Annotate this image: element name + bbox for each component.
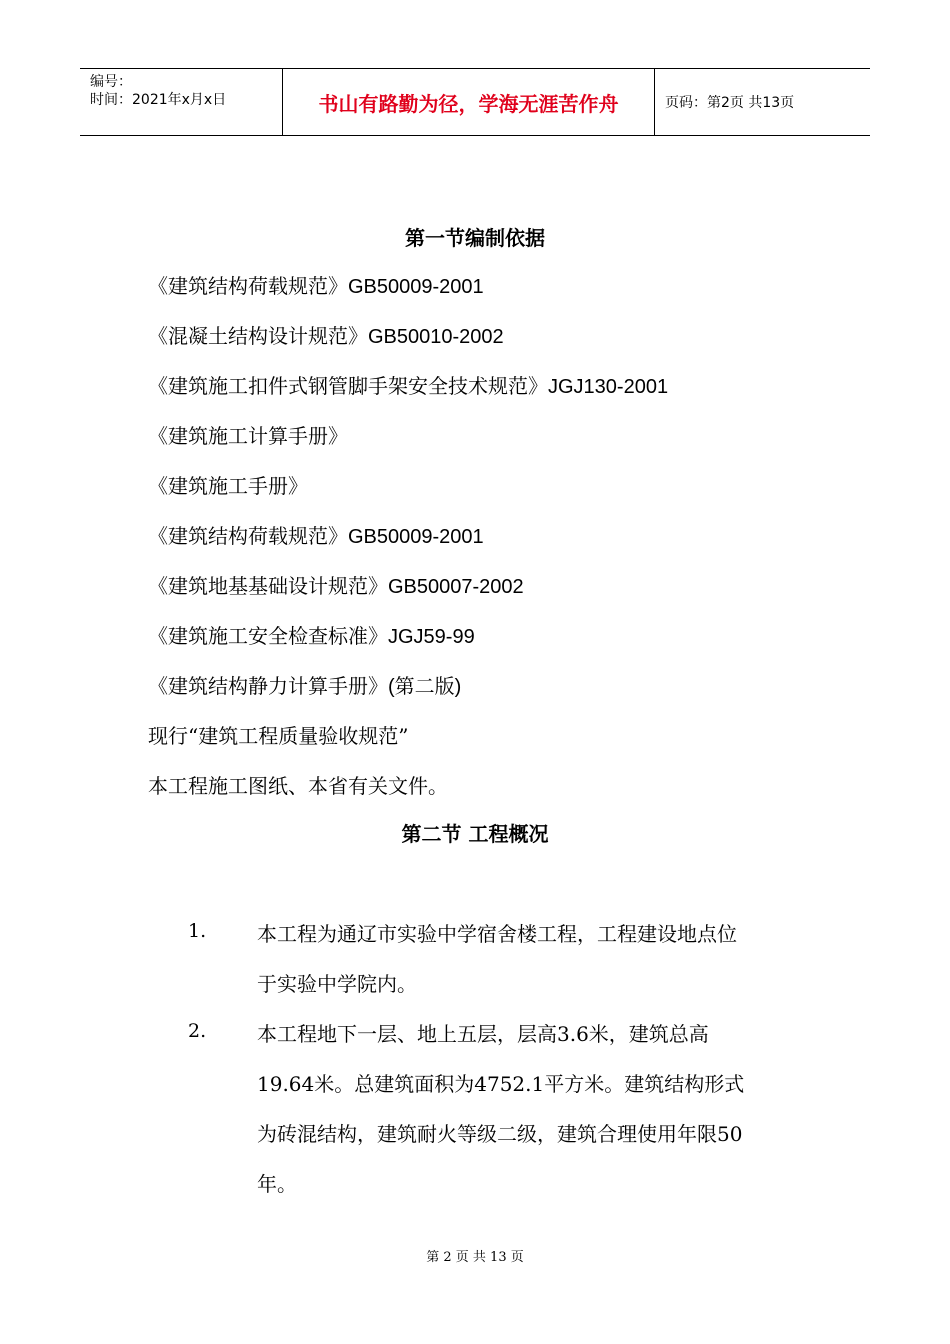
overview-item-line: 19.64米。总建筑面积为4752.1平方米。建筑结构形式: [257, 1072, 745, 1096]
reference-item: [148, 320, 504, 349]
serial-label: 编号：: [90, 74, 132, 90]
reference-code: GB50009-2001: [348, 276, 484, 298]
reference-name: 现行“建筑工程质量验收规范”: [148, 724, 409, 748]
reference-name: 《建筑施工计算手册》: [148, 424, 348, 448]
reference-name: 《建筑结构荷载规范》: [148, 524, 348, 548]
section2-title: 第二节 工程概况: [401, 822, 549, 846]
reference-item: [148, 270, 484, 299]
reference-name: 《建筑结构静力计算手册》: [148, 674, 388, 698]
reference-name: 《建筑地基基础设计规范》: [148, 574, 388, 598]
reference-code: GB50010-2002: [368, 326, 504, 348]
reference-item: [148, 670, 461, 699]
overview-item-line: 于实验中学院内。: [257, 972, 417, 996]
date-label: 时间：2021年x月x日: [90, 92, 227, 108]
reference-item: [148, 720, 408, 749]
page-info: 页码：第2页 共13页: [665, 95, 795, 111]
overview-item-number: 1.: [188, 920, 207, 942]
reference-item: [148, 570, 524, 599]
reference-item: [148, 420, 348, 449]
reference-name: 《建筑施工手册》: [148, 474, 308, 498]
reference-item: [148, 770, 448, 799]
reference-item: [148, 470, 308, 499]
motto: 书山有路勤为径，学海无涯苦作舟: [283, 69, 655, 135]
reference-item: [148, 620, 475, 649]
reference-name: 《混凝土结构设计规范》: [148, 324, 368, 348]
reference-code: GB50007-2002: [388, 576, 524, 598]
section1-title: 第一节编制依据: [405, 226, 545, 250]
overview-item-number: 2.: [188, 1020, 207, 1042]
reference-code: JGJ59-99: [388, 626, 475, 648]
header-table: [80, 68, 870, 136]
header-meta-cell: [80, 69, 283, 135]
reference-name: 《建筑施工安全检查标准》: [148, 624, 388, 648]
reference-code: GB50009-2001: [348, 526, 484, 548]
page-footer: 第 2 页 共 13 页: [426, 1250, 524, 1265]
reference-code: JGJ130-2001: [548, 376, 669, 398]
overview-item-line: 年。: [257, 1172, 297, 1196]
overview-item-line: 本工程为通辽市实验中学宿舍楼工程，工程建设地点位: [257, 922, 737, 946]
reference-name: 本工程施工图纸、本省有关文件。: [148, 774, 448, 798]
reference-code: (第二版): [388, 676, 462, 698]
overview-item-line: 为砖混结构，建筑耐火等级二级，建筑合理使用年限50: [257, 1122, 743, 1146]
reference-name: 《建筑结构荷载规范》: [148, 274, 348, 298]
reference-item: [148, 370, 668, 399]
reference-name: 《建筑施工扣件式钢管脚手架安全技术规范》: [148, 374, 548, 398]
overview-item-line: 本工程地下一层、地上五层，层高3.6米，建筑总高: [257, 1022, 709, 1046]
reference-item: [148, 520, 484, 549]
